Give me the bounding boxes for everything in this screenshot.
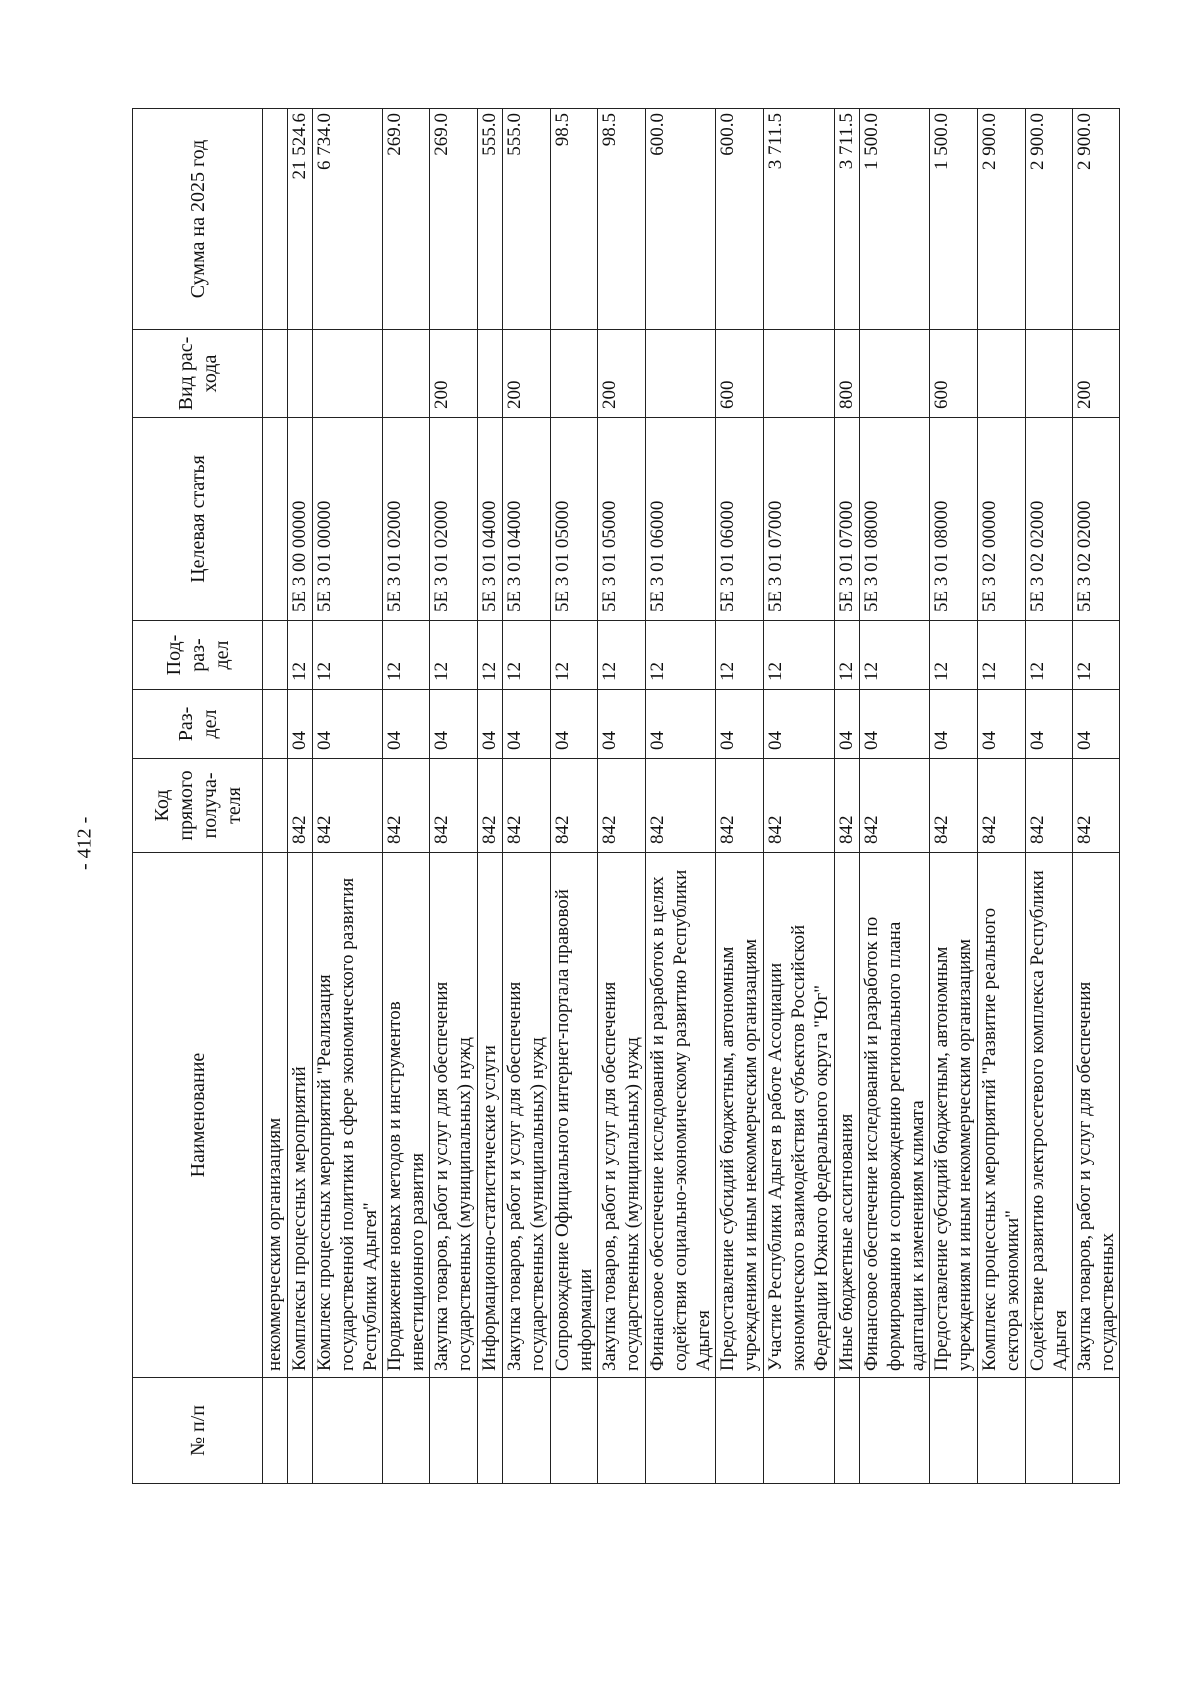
cell-expense — [551, 330, 598, 418]
cell-expense — [978, 330, 1026, 418]
cell-sum: 269.0 — [430, 109, 478, 330]
cell-target — [263, 418, 288, 621]
cell-recipient: 842 — [646, 759, 716, 853]
cell-name: Закупка товаров, работ и услуг для обеспечения государственных (муниципальных) нужд — [503, 853, 551, 1378]
cell-section: 04 — [1073, 690, 1120, 759]
table-row — [835, 109, 860, 1484]
cell-recipient: 842 — [313, 759, 383, 853]
cell-subsection: 12 — [716, 621, 764, 690]
cell-expense: 600 — [930, 330, 978, 418]
cell-expense — [1026, 330, 1073, 418]
cell-num — [383, 1378, 430, 1484]
cell-target: 5Е 3 01 05000 — [598, 418, 646, 621]
cell-section: 04 — [551, 690, 598, 759]
cell-section: 04 — [598, 690, 646, 759]
cell-num — [860, 1378, 930, 1484]
cell-section: 04 — [930, 690, 978, 759]
cell-expense — [383, 330, 430, 418]
cell-subsection: 12 — [503, 621, 551, 690]
table-row — [764, 109, 835, 1484]
cell-name: Комплексы процессных мероприятий — [288, 853, 313, 1378]
cell-name: Продвижение новых методов и инструментов инвестиционного развития — [383, 853, 430, 1378]
cell-recipient: 842 — [860, 759, 930, 853]
cell-subsection: 12 — [598, 621, 646, 690]
table-row — [503, 109, 551, 1484]
cell-expense: 200 — [598, 330, 646, 418]
cell-section: 04 — [288, 690, 313, 759]
cell-sum: 98.5 — [598, 109, 646, 330]
page-number: - 412 - — [73, 816, 96, 870]
cell-name: некоммерческим организациям — [263, 853, 288, 1378]
cell-target: 5Е 3 01 02000 — [430, 418, 478, 621]
cell-recipient: 842 — [288, 759, 313, 853]
cell-expense: 800 — [835, 330, 860, 418]
cell-num — [1026, 1378, 1073, 1484]
header-num: № п/п — [133, 1378, 263, 1484]
cell-target: 5Е 3 01 07000 — [835, 418, 860, 621]
table-row — [263, 109, 288, 1484]
cell-sum: 2 900.0 — [1073, 109, 1120, 330]
cell-section: 04 — [764, 690, 835, 759]
cell-subsection: 12 — [383, 621, 430, 690]
cell-recipient: 842 — [716, 759, 764, 853]
table-row — [551, 109, 598, 1484]
cell-section: 04 — [716, 690, 764, 759]
table-row — [313, 109, 383, 1484]
cell-subsection: 12 — [860, 621, 930, 690]
cell-sum: 600.0 — [646, 109, 716, 330]
cell-target: 5Е 3 02 02000 — [1073, 418, 1120, 621]
cell-recipient: 842 — [930, 759, 978, 853]
cell-section: 04 — [478, 690, 503, 759]
cell-section: 04 — [835, 690, 860, 759]
cell-name: Финансовое обеспечение исследований и разработок в целях содействия социально-экономическому развитию Республики Адыгея — [646, 853, 716, 1378]
cell-recipient: 842 — [978, 759, 1026, 853]
budget-table-rotated — [132, 109, 1118, 1484]
cell-sum: 2 900.0 — [978, 109, 1026, 330]
table-row — [646, 109, 716, 1484]
cell-target: 5Е 3 01 06000 — [716, 418, 764, 621]
cell-recipient: 842 — [1073, 759, 1120, 853]
cell-num — [716, 1378, 764, 1484]
cell-section: 04 — [1026, 690, 1073, 759]
cell-subsection — [263, 621, 288, 690]
cell-expense: 200 — [503, 330, 551, 418]
cell-subsection: 12 — [764, 621, 835, 690]
cell-expense: 200 — [430, 330, 478, 418]
header-expense: Вид рас-хода — [133, 330, 263, 418]
cell-subsection: 12 — [978, 621, 1026, 690]
header-recipient: Код прямого получа-теля — [133, 759, 263, 853]
cell-name: Финансовое обеспечение исследований и разработок по формированию и сопровождению регионального плана адаптации к изменениям климата — [860, 853, 930, 1378]
cell-target: 5Е 3 01 04000 — [478, 418, 503, 621]
cell-name: Комплекс процессных мероприятий "Развитие реального сектора экономики" — [978, 853, 1026, 1378]
table-row — [288, 109, 313, 1484]
cell-sum: 600.0 — [716, 109, 764, 330]
cell-recipient — [263, 759, 288, 853]
table-row — [716, 109, 764, 1484]
cell-subsection: 12 — [430, 621, 478, 690]
cell-target: 5Е 3 01 08000 — [860, 418, 930, 621]
table-row — [860, 109, 930, 1484]
cell-num — [288, 1378, 313, 1484]
cell-recipient: 842 — [383, 759, 430, 853]
cell-num — [1073, 1378, 1120, 1484]
cell-name: Закупка товаров, работ и услуг для обеспечения государственных (муниципальных) нужд — [430, 853, 478, 1378]
cell-num — [598, 1378, 646, 1484]
cell-name: Сопровождение Официального интернет-портала правовой информации — [551, 853, 598, 1378]
header-section: Раз-дел — [133, 690, 263, 759]
cell-expense: 200 — [1073, 330, 1120, 418]
cell-subsection: 12 — [646, 621, 716, 690]
cell-subsection: 12 — [313, 621, 383, 690]
cell-name: Закупка товаров, работ и услуг для обеспечения государственных (муниципальных) нужд — [598, 853, 646, 1378]
cell-name: Информационно-статистические услуги — [478, 853, 503, 1378]
header-name: Наименование — [133, 853, 263, 1378]
cell-section: 04 — [860, 690, 930, 759]
table-row — [1026, 109, 1073, 1484]
table-row — [383, 109, 430, 1484]
cell-expense — [478, 330, 503, 418]
table-row — [430, 109, 478, 1484]
cell-subsection: 12 — [930, 621, 978, 690]
cell-num — [551, 1378, 598, 1484]
cell-target: 5Е 3 01 00000 — [313, 418, 383, 621]
table-header-row — [133, 109, 263, 1484]
cell-expense — [263, 330, 288, 418]
cell-name: Содействие развитию электросетевого комплекса Республики Адыгея — [1026, 853, 1073, 1378]
cell-name: Закупка товаров, работ и услуг для обеспечения государственных — [1073, 853, 1120, 1378]
cell-target: 5Е 3 01 04000 — [503, 418, 551, 621]
table-row — [930, 109, 978, 1484]
cell-target: 5Е 3 01 05000 — [551, 418, 598, 621]
cell-num — [478, 1378, 503, 1484]
cell-section: 04 — [978, 690, 1026, 759]
cell-recipient: 842 — [835, 759, 860, 853]
cell-name: Комплекс процессных мероприятий "Реализация государственной политики в сфере экономического развития Республики Адыгея" — [313, 853, 383, 1378]
cell-expense — [860, 330, 930, 418]
cell-target: 5Е 3 02 00000 — [978, 418, 1026, 621]
cell-target: 5Е 3 01 07000 — [764, 418, 835, 621]
cell-subsection: 12 — [551, 621, 598, 690]
cell-sum — [263, 109, 288, 330]
cell-target: 5Е 3 02 02000 — [1026, 418, 1073, 621]
cell-num — [930, 1378, 978, 1484]
cell-sum: 1 500.0 — [860, 109, 930, 330]
cell-recipient: 842 — [503, 759, 551, 853]
header-sum: Сумма на 2025 год — [133, 109, 263, 330]
cell-recipient: 842 — [1026, 759, 1073, 853]
cell-expense — [313, 330, 383, 418]
cell-target: 5Е 3 01 02000 — [383, 418, 430, 621]
cell-sum: 3 711.5 — [835, 109, 860, 330]
cell-num — [430, 1378, 478, 1484]
cell-section: 04 — [646, 690, 716, 759]
cell-expense — [288, 330, 313, 418]
cell-subsection: 12 — [1026, 621, 1073, 690]
cell-name: Участие Республики Адыгея в работе Ассоциации экономического взаимодействия субъектов Российской Федерации Южного федерального округа "Юг" — [764, 853, 835, 1378]
table-row — [478, 109, 503, 1484]
budget-table — [132, 108, 1120, 1484]
cell-sum: 555.0 — [503, 109, 551, 330]
cell-recipient: 842 — [764, 759, 835, 853]
table-row — [1073, 109, 1120, 1484]
cell-subsection: 12 — [1073, 621, 1120, 690]
cell-name: Предоставление субсидий бюджетным, автономным учреждениям и иным некоммерческим организациям — [716, 853, 764, 1378]
cell-sum: 21 524.6 — [288, 109, 313, 330]
cell-sum: 1 500.0 — [930, 109, 978, 330]
cell-target: 5Е 3 01 08000 — [930, 418, 978, 621]
cell-name: Иные бюджетные ассигнования — [835, 853, 860, 1378]
cell-sum: 3 711.5 — [764, 109, 835, 330]
cell-target: 5Е 3 01 06000 — [646, 418, 716, 621]
cell-section — [263, 690, 288, 759]
cell-subsection: 12 — [288, 621, 313, 690]
cell-expense — [646, 330, 716, 418]
cell-num — [263, 1378, 288, 1484]
cell-subsection: 12 — [478, 621, 503, 690]
cell-recipient: 842 — [430, 759, 478, 853]
header-subsection: Под-раз-дел — [133, 621, 263, 690]
cell-sum: 6 734.0 — [313, 109, 383, 330]
cell-recipient: 842 — [478, 759, 503, 853]
cell-subsection: 12 — [835, 621, 860, 690]
cell-sum: 269.0 — [383, 109, 430, 330]
cell-sum: 555.0 — [478, 109, 503, 330]
cell-sum: 98.5 — [551, 109, 598, 330]
cell-recipient: 842 — [598, 759, 646, 853]
cell-num — [503, 1378, 551, 1484]
cell-sum: 2 900.0 — [1026, 109, 1073, 330]
cell-expense: 600 — [716, 330, 764, 418]
table-row — [978, 109, 1026, 1484]
cell-expense — [764, 330, 835, 418]
cell-name: Предоставление субсидий бюджетным, автономным учреждениям и иным некоммерческим организациям — [930, 853, 978, 1378]
cell-recipient: 842 — [551, 759, 598, 853]
cell-section: 04 — [430, 690, 478, 759]
cell-section: 04 — [383, 690, 430, 759]
header-target: Целевая статья — [133, 418, 263, 621]
cell-target: 5Е 3 00 00000 — [288, 418, 313, 621]
cell-num — [978, 1378, 1026, 1484]
cell-section: 04 — [503, 690, 551, 759]
cell-section: 04 — [313, 690, 383, 759]
table-body — [263, 109, 1120, 1484]
cell-num — [313, 1378, 383, 1484]
cell-num — [835, 1378, 860, 1484]
cell-num — [764, 1378, 835, 1484]
cell-num — [646, 1378, 716, 1484]
table-row — [598, 109, 646, 1484]
